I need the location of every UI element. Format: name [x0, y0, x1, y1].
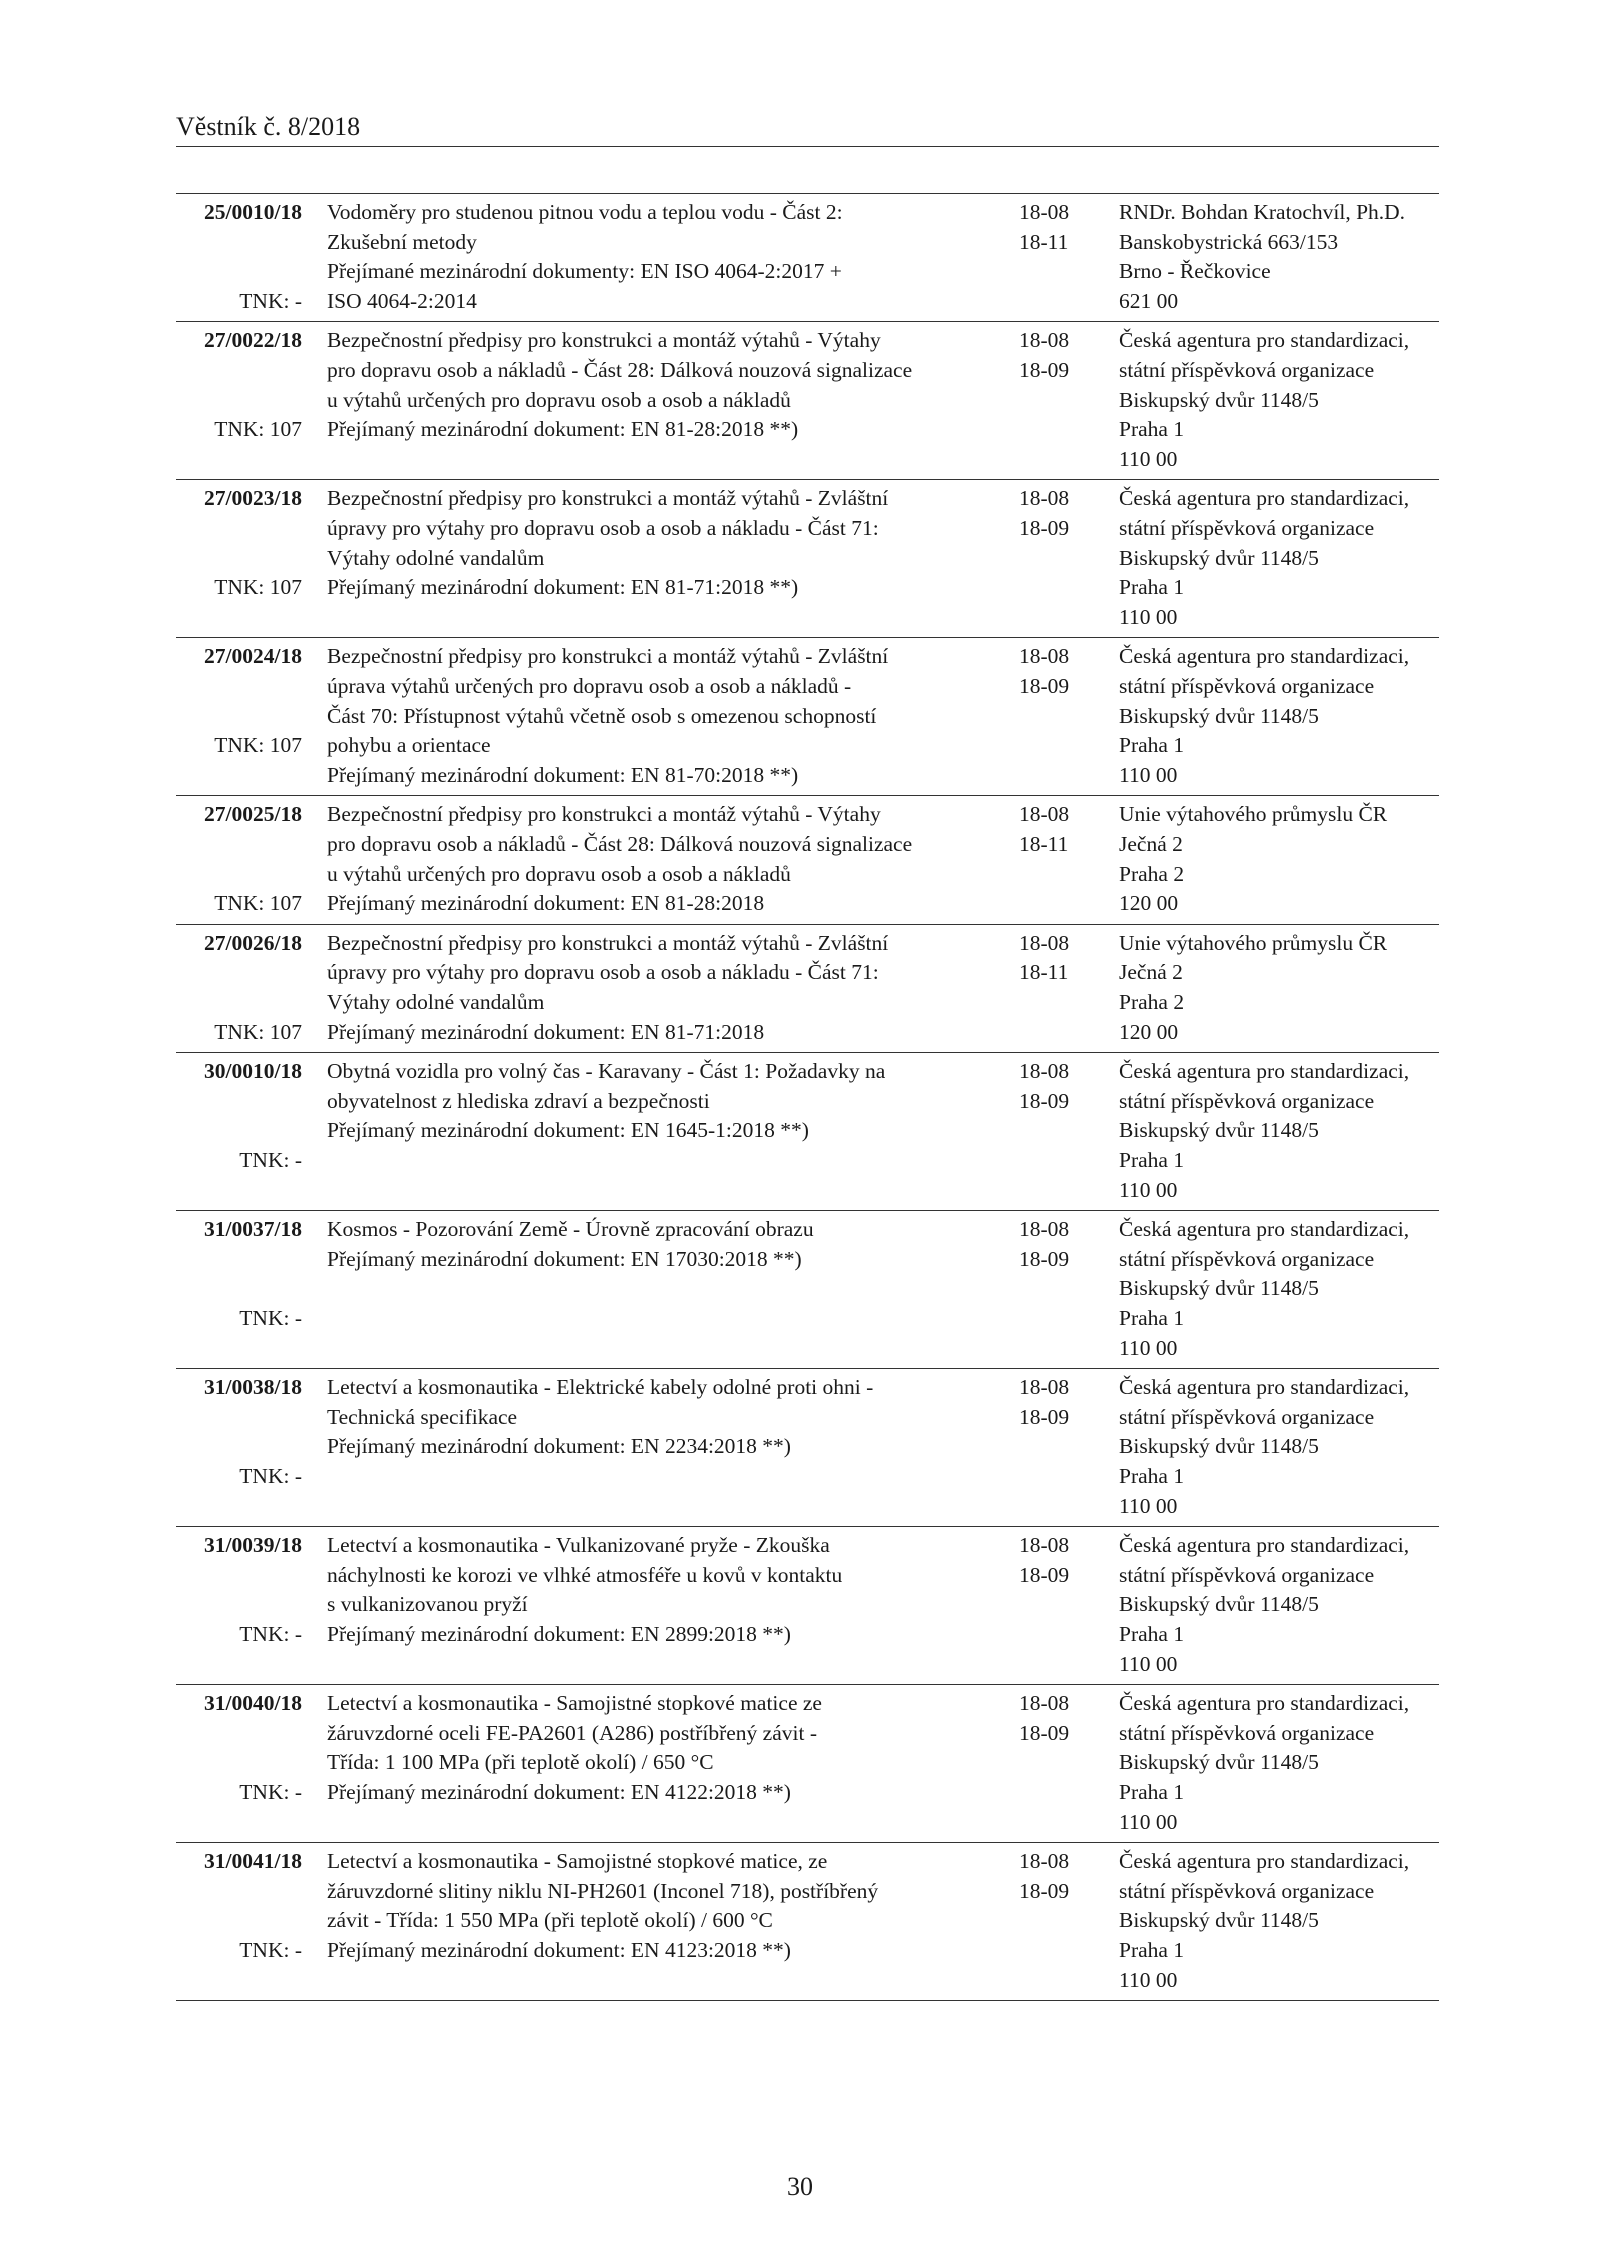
entry-date: 18-08	[1019, 644, 1070, 669]
entry-address-line: Praha 2	[1119, 861, 1185, 886]
table-row	[176, 1211, 1439, 1369]
entry-address-line: Banskobystrická 663/153	[1119, 229, 1339, 254]
entry-address-line: Praha 1	[1119, 1937, 1185, 1962]
entry-tnk: TNK: 107	[214, 891, 302, 916]
entry-title-line: Přejímaný mezinárodní dokument: EN 2899:2018 **)	[327, 1621, 791, 1646]
entry-address-line: 110 00	[1119, 1809, 1178, 1834]
entry-title-line: Přejímaný mezinárodní dokument: EN 1645-1:2018 **)	[327, 1118, 809, 1143]
entry-address	[1119, 1689, 1449, 1837]
entry-address-line: Praha 1	[1119, 1305, 1185, 1330]
entry-dates	[1019, 484, 1099, 543]
entry-date: 18-09	[1019, 1246, 1070, 1271]
entry-address	[1119, 1057, 1449, 1205]
entry-address-line: Biskupský dvůr 1148/5	[1119, 1118, 1319, 1143]
entry-address-line: Biskupský dvůr 1148/5	[1119, 1908, 1319, 1933]
table-row	[176, 638, 1439, 796]
entry-id: 30/0010/18	[204, 1059, 302, 1084]
entry-date: 18-09	[1019, 1720, 1070, 1745]
entry-title-line: Kosmos - Pozorování Země - Úrovně zpracování obrazu	[327, 1217, 814, 1242]
entry-date: 18-08	[1019, 1849, 1070, 1874]
entry-id: 27/0025/18	[204, 802, 302, 827]
entry-title-line: pro dopravu osob a nákladů - Část 28: Dálková nouzová signalizace	[327, 357, 913, 382]
entry-address-line: Biskupský dvůr 1148/5	[1119, 545, 1319, 570]
entry-id: 31/0037/18	[204, 1217, 302, 1242]
entry-address-line: Biskupský dvůr 1148/5	[1119, 1592, 1319, 1617]
entry-address-line: Česká agentura pro standardizaci,	[1119, 486, 1410, 511]
entry-address-line: Česká agentura pro standardizaci,	[1119, 1849, 1410, 1874]
entry-dates	[1019, 1373, 1099, 1432]
entry-title	[327, 1057, 1017, 1146]
entry-title	[327, 642, 1017, 790]
entry-address	[1119, 1847, 1449, 1995]
entry-address-line: Česká agentura pro standardizaci,	[1119, 328, 1410, 353]
entry-title-line: náchylnosti ke korozi ve vlhké atmosféře u kovů v kontaktu	[327, 1562, 843, 1587]
table-row	[176, 1685, 1439, 1843]
table-row	[176, 194, 1439, 322]
entry-address-line: Praha 1	[1119, 1147, 1185, 1172]
entry-tnk: TNK: 107	[214, 1019, 302, 1044]
table-row	[176, 1053, 1439, 1211]
entry-title-line: Přejímaný mezinárodní dokument: EN 81-71:2018 **)	[327, 575, 799, 600]
entry-address-line: Praha 1	[1119, 417, 1185, 442]
page-header: Věstník č. 8/2018	[176, 112, 361, 141]
entry-title-line: žáruvzdorné slitiny niklu NI-PH2601 (Inconel 718), postříbřený	[327, 1878, 879, 1903]
entry-id: 31/0038/18	[204, 1375, 302, 1400]
entry-date: 18-09	[1019, 1404, 1070, 1429]
entry-tnk: TNK: -	[239, 288, 302, 313]
entry-address-line: Biskupský dvůr 1148/5	[1119, 1750, 1319, 1775]
entry-dates	[1019, 642, 1099, 701]
entry-tnk: TNK: -	[239, 1147, 302, 1172]
entry-address-line: Biskupský dvůr 1148/5	[1119, 1276, 1319, 1301]
entry-title-line: u výtahů určených pro dopravu osob a osob a nákladů	[327, 387, 791, 412]
entry-address-line: Biskupský dvůr 1148/5	[1119, 703, 1319, 728]
entry-address-line: Ječná 2	[1119, 960, 1183, 985]
entry-title-line: Technická specifikace	[327, 1404, 518, 1429]
entry-title-line: Přejímané mezinárodní dokumenty: EN ISO 4064-2:2017 +	[327, 259, 842, 284]
entry-address-line: státní příspěvková organizace	[1119, 357, 1375, 382]
entry-address-line: 110 00	[1119, 1967, 1178, 1992]
entry-tnk: TNK: -	[239, 1305, 302, 1330]
entry-title-line: úpravy pro výtahy pro dopravu osob a osob a nákladu - Část 71:	[327, 960, 879, 985]
entry-title	[327, 198, 1017, 316]
entry-id: 27/0022/18	[204, 328, 302, 353]
entry-title	[327, 1215, 1017, 1274]
entry-address	[1119, 484, 1449, 632]
entry-dates	[1019, 1215, 1099, 1274]
entry-address-line: Ječná 2	[1119, 831, 1183, 856]
entry-title	[327, 1689, 1017, 1807]
entry-tnk: TNK: -	[239, 1779, 302, 1804]
entry-tnk: TNK: 107	[214, 733, 302, 758]
entry-date: 18-09	[1019, 515, 1070, 540]
entry-date: 18-11	[1019, 960, 1069, 985]
entry-address-line: Praha 1	[1119, 733, 1185, 758]
entry-date: 18-08	[1019, 1217, 1070, 1242]
entry-title-line: úpravy pro výtahy pro dopravu osob a osob a nákladu - Část 71:	[327, 515, 879, 540]
entry-address	[1119, 800, 1449, 918]
entry-title-line: Přejímaný mezinárodní dokument: EN 81-28:2018	[327, 891, 765, 916]
entry-address	[1119, 642, 1449, 790]
entry-id: 25/0010/18	[204, 200, 302, 224]
entry-title-line: závit - Třída: 1 550 MPa (při teplotě okolí) / 600 °C	[327, 1908, 773, 1933]
entry-dates	[1019, 326, 1099, 385]
entry-dates	[1019, 198, 1099, 257]
entry-title-line: Přejímaný mezinárodní dokument: EN 81-71:2018	[327, 1019, 765, 1044]
entry-date: 18-09	[1019, 1562, 1070, 1587]
entry-title-line: ISO 4064-2:2014	[327, 288, 477, 313]
entry-address-line: Česká agentura pro standardizaci,	[1119, 1217, 1410, 1242]
entry-id: 27/0024/18	[204, 644, 302, 669]
entry-title-line: úprava výtahů určených pro dopravu osob a osob a nákladů -	[327, 673, 852, 698]
entry-address	[1119, 929, 1449, 1047]
entry-address-line: Praha 1	[1119, 1621, 1185, 1646]
entry-address-line: 120 00	[1119, 891, 1179, 916]
entry-title-line: Třída: 1 100 MPa (při teplotě okolí) / 650 °C	[327, 1750, 714, 1775]
entry-date: 18-08	[1019, 1375, 1070, 1400]
entry-title-line: Letectví a kosmonautika - Elektrické kabely odolné proti ohni -	[327, 1375, 874, 1400]
entry-address-line: Biskupský dvůr 1148/5	[1119, 1434, 1319, 1459]
entry-date: 18-08	[1019, 930, 1070, 955]
entry-title-line: Přejímaný mezinárodní dokument: EN 4122:2018 **)	[327, 1779, 791, 1804]
entry-address	[1119, 1531, 1449, 1679]
entry-id: 31/0040/18	[204, 1691, 302, 1716]
entry-id: 31/0039/18	[204, 1533, 302, 1558]
entry-date: 18-08	[1019, 1059, 1070, 1084]
entry-title	[327, 326, 1017, 444]
entry-address-line: 110 00	[1119, 1493, 1178, 1518]
entry-title-line: Výtahy odolné vandalům	[327, 545, 545, 570]
entry-date: 18-08	[1019, 802, 1070, 827]
entry-title-line: Část 70: Přístupnost výtahů včetně osob s omezenou schopností	[327, 703, 877, 728]
entry-title-line: Zkušební metody	[327, 229, 477, 254]
entry-dates	[1019, 1689, 1099, 1748]
entry-title-line: Přejímaný mezinárodní dokument: EN 2234:2018 **)	[327, 1434, 791, 1459]
entry-title-line: pro dopravu osob a nákladů - Část 28: Dálková nouzová signalizace	[327, 831, 913, 856]
header-rule	[176, 146, 1439, 147]
entry-title-line: u výtahů určených pro dopravu osob a osob a nákladů	[327, 861, 791, 886]
entry-title-line: s vulkanizovanou pryží	[327, 1592, 528, 1617]
entry-tnk: TNK: 107	[214, 575, 302, 600]
entry-dates	[1019, 929, 1099, 988]
entry-address	[1119, 326, 1449, 474]
entry-address-line: státní příspěvková organizace	[1119, 1404, 1375, 1429]
entry-address-line: Česká agentura pro standardizaci,	[1119, 1059, 1410, 1084]
entry-title-line: Přejímaný mezinárodní dokument: EN 17030:2018 **)	[327, 1246, 802, 1271]
entry-address	[1119, 1215, 1449, 1363]
standards-table	[176, 193, 1439, 2001]
entry-title-line: Výtahy odolné vandalům	[327, 989, 545, 1014]
entry-address-line: Unie výtahového průmyslu ČR	[1119, 930, 1388, 955]
entry-title-line: Bezpečnostní předpisy pro konstrukci a montáž výtahů - Výtahy	[327, 328, 881, 353]
entry-date: 18-09	[1019, 1878, 1070, 1903]
entry-title-line: žáruvzdorné oceli FE-PA2601 (A286) postříbřený závit -	[327, 1720, 817, 1745]
entry-address-line: Česká agentura pro standardizaci,	[1119, 1691, 1410, 1716]
entry-date: 18-11	[1019, 229, 1069, 254]
entry-address-line: státní příspěvková organizace	[1119, 1562, 1375, 1587]
entry-dates	[1019, 1847, 1099, 1906]
entry-tnk: TNK: 107	[214, 417, 302, 442]
table-row	[176, 1843, 1439, 2001]
entry-address	[1119, 198, 1449, 316]
entry-title-line: Letectví a kosmonautika - Samojistné stopkové matice ze	[327, 1691, 822, 1716]
entry-title	[327, 1373, 1017, 1462]
entry-address-line: státní příspěvková organizace	[1119, 1878, 1375, 1903]
entry-address-line: 120 00	[1119, 1019, 1179, 1044]
entry-address-line: státní příspěvková organizace	[1119, 673, 1375, 698]
entry-address-line: Praha 1	[1119, 1463, 1185, 1488]
table-row	[176, 322, 1439, 480]
entry-address-line: Česká agentura pro standardizaci,	[1119, 644, 1410, 669]
entry-address-line: státní příspěvková organizace	[1119, 1720, 1375, 1745]
entry-date: 18-08	[1019, 1691, 1070, 1716]
table-row	[176, 925, 1439, 1053]
entry-title	[327, 1847, 1017, 1965]
entry-title	[327, 1531, 1017, 1649]
entry-title-line: Přejímaný mezinárodní dokument: EN 81-70:2018 **)	[327, 762, 799, 787]
entry-tnk: TNK: -	[239, 1463, 302, 1488]
entry-title	[327, 929, 1017, 1047]
entry-date: 18-08	[1019, 1533, 1070, 1558]
entry-address-line: 110 00	[1119, 604, 1178, 629]
entry-title-line: Přejímaný mezinárodní dokument: EN 81-28:2018 **)	[327, 417, 799, 442]
entry-address-line: 621 00	[1119, 288, 1179, 313]
entry-address-line: 110 00	[1119, 446, 1178, 471]
entry-title-line: Bezpečnostní předpisy pro konstrukci a montáž výtahů - Zvláštní	[327, 486, 889, 511]
entry-address-line: státní příspěvková organizace	[1119, 515, 1375, 540]
entry-address-line: 110 00	[1119, 1335, 1178, 1360]
table-row	[176, 480, 1439, 638]
entry-id: 27/0026/18	[204, 930, 302, 955]
entry-date: 18-08	[1019, 486, 1070, 511]
table-row	[176, 1527, 1439, 1685]
entry-address-line: Brno - Řečkovice	[1119, 259, 1271, 284]
entry-address-line: 110 00	[1119, 1651, 1178, 1676]
entry-title-line: Obytná vozidla pro volný čas - Karavany - Část 1: Požadavky na	[327, 1059, 886, 1084]
entry-address-line: 110 00	[1119, 762, 1178, 787]
entry-address-line: Praha 1	[1119, 575, 1185, 600]
entry-address-line: státní příspěvková organizace	[1119, 1088, 1375, 1113]
entry-dates	[1019, 1057, 1099, 1116]
entry-title-line: Letectví a kosmonautika - Samojistné stopkové matice, ze	[327, 1849, 828, 1874]
entry-title	[327, 800, 1017, 918]
entry-title-line: pohybu a orientace	[327, 733, 491, 758]
entry-address-line: Česká agentura pro standardizaci,	[1119, 1533, 1410, 1558]
entry-date: 18-09	[1019, 357, 1070, 382]
entry-address-line: státní příspěvková organizace	[1119, 1246, 1375, 1271]
entry-title-line: Letectví a kosmonautika - Vulkanizované pryže - Zkouška	[327, 1533, 830, 1558]
entry-tnk: TNK: -	[239, 1621, 302, 1646]
entry-id: 31/0041/18	[204, 1849, 302, 1874]
entry-title	[327, 484, 1017, 602]
entry-date: 18-08	[1019, 200, 1070, 224]
entry-date: 18-11	[1019, 831, 1069, 856]
entry-address-line: Praha 1	[1119, 1779, 1185, 1804]
entry-date: 18-08	[1019, 328, 1070, 353]
entry-dates	[1019, 800, 1099, 859]
table-row	[176, 796, 1439, 924]
entry-address-line: 110 00	[1119, 1177, 1178, 1202]
entry-title-line: Bezpečnostní předpisy pro konstrukci a montáž výtahů - Zvláštní	[327, 930, 889, 955]
entry-title-line: Přejímaný mezinárodní dokument: EN 4123:2018 **)	[327, 1937, 791, 1962]
entry-id: 27/0023/18	[204, 486, 302, 511]
table-row	[176, 1369, 1439, 1527]
entry-address-line: Česká agentura pro standardizaci,	[1119, 1375, 1410, 1400]
entry-address-line: RNDr. Bohdan Kratochvíl, Ph.D.	[1119, 200, 1406, 224]
entry-title-line: obyvatelnost z hlediska zdraví a bezpečnosti	[327, 1088, 710, 1113]
entry-title-line: Bezpečnostní předpisy pro konstrukci a montáž výtahů - Zvláštní	[327, 644, 889, 669]
entry-address-line: Biskupský dvůr 1148/5	[1119, 387, 1319, 412]
entry-tnk: TNK: -	[239, 1937, 302, 1962]
entry-date: 18-09	[1019, 673, 1070, 698]
entry-title-line: Bezpečnostní předpisy pro konstrukci a montáž výtahů - Výtahy	[327, 802, 881, 827]
entry-date: 18-09	[1019, 1088, 1070, 1113]
entry-dates	[1019, 1531, 1099, 1590]
entry-address	[1119, 1373, 1449, 1521]
page-number: 30	[787, 2172, 813, 2201]
entry-title-line: Vodoměry pro studenou pitnou vodu a teplou vodu - Část 2:	[327, 200, 843, 224]
entry-address-line: Unie výtahového průmyslu ČR	[1119, 802, 1388, 827]
entry-address-line: Praha 2	[1119, 989, 1185, 1014]
